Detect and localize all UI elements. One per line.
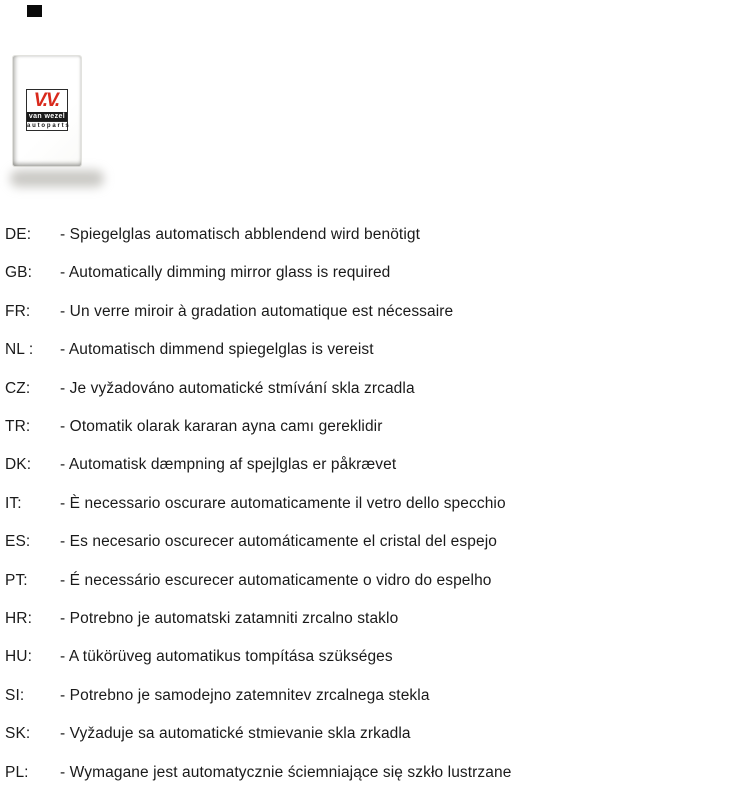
language-code: DK: <box>5 456 32 474</box>
translation-row <box>0 417 749 437</box>
translation-text: - Potrebno je automatski zatamniti zrcalno staklo <box>60 610 399 627</box>
translation-text: - Vyžaduje sa automatické stmievanie skla zrkadla <box>60 725 411 743</box>
language-code: HU: <box>5 648 32 666</box>
translation-row <box>0 647 749 667</box>
translation-text: - Es necesario oscurecer automáticamente el cristal del espejo <box>60 533 497 551</box>
translation-text: - Automatisk dæmpning af spejlglas er påkrævet <box>60 456 397 474</box>
translation-row <box>0 609 749 629</box>
translation-text: - Je vyžadováno automatické stmívání skla zrcadla <box>60 379 415 397</box>
translation-row <box>0 263 749 283</box>
translation-row <box>0 763 749 783</box>
translation-text: - Potrebno je samodejno zatemnitev zrcalnega stekla <box>60 686 430 704</box>
translation-text: - Un verre miroir à gradation automatique est nécessaire <box>60 302 454 320</box>
translation-row <box>0 724 749 744</box>
language-code: IT: <box>5 494 22 512</box>
translation-row <box>0 455 749 475</box>
translation-text: - A tükörüveg automatikus tompítása szükséges <box>60 648 393 666</box>
logo-tagline: autoparts <box>27 123 71 129</box>
language-code: HR: <box>5 610 32 627</box>
language-code: PL: <box>5 763 29 781</box>
language-code: TR: <box>5 418 31 435</box>
translation-text: - Automatically dimming mirror glass is required <box>60 264 391 282</box>
translation-row <box>0 571 749 591</box>
translation-text: - Automatisch dimmend spiegelglas is vereist <box>60 341 374 359</box>
translation-text: - Spiegelglas automatisch abblendend wird benötigt <box>60 226 421 243</box>
translation-text: - É necessário escurecer automaticamente o vidro do espelho <box>60 571 492 589</box>
translation-row <box>0 379 749 399</box>
language-code: SK: <box>5 725 31 743</box>
language-code: DE: <box>5 226 32 243</box>
translation-text: - È necessario oscurare automaticamente il vetro dello specchio <box>60 494 506 512</box>
logo-brand-name: van wezel <box>28 113 66 120</box>
translation-row <box>0 225 749 245</box>
language-code: SI: <box>5 686 25 704</box>
logo-vv-monogram: V.V. <box>33 90 59 111</box>
translation-text: - Wymagane jest automatycznie ściemniające się szkło lustrzane <box>60 763 512 781</box>
translation-row <box>0 686 749 706</box>
language-code: ES: <box>5 533 31 551</box>
language-code: PT: <box>5 571 28 589</box>
language-code: NL : <box>5 341 34 359</box>
language-code: GB: <box>5 264 33 282</box>
translation-row <box>0 494 749 514</box>
translation-row <box>0 302 749 322</box>
translation-text: - Otomatik olarak kararan ayna camı gereklidir <box>60 418 383 435</box>
language-code: FR: <box>5 302 31 320</box>
translation-row <box>0 532 749 552</box>
translation-row <box>0 340 749 360</box>
language-code: CZ: <box>5 379 31 397</box>
